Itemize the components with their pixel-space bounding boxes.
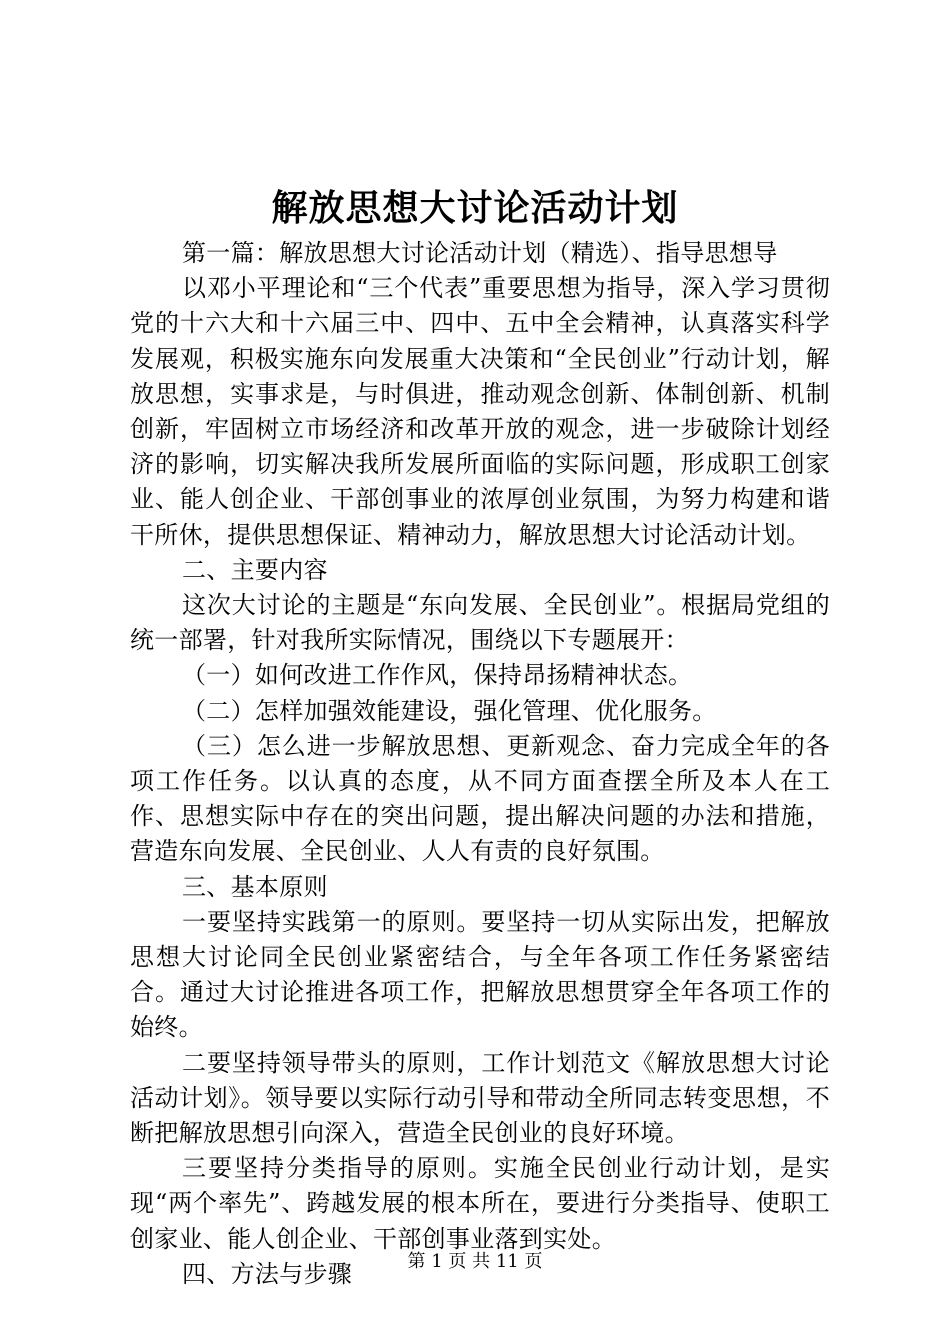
list-item: （二）怎样加强效能建设，强化管理、优化服务。 [182,696,717,725]
page-footer: 第 1 页 共 11 页 [407,1251,543,1272]
section-heading: 二、主要内容 [182,555,328,584]
section-heading: 四、方法与步骤 [182,1259,353,1288]
paragraph: 二要坚持领导带头的原则，工作计划范文《解放思想大讨论活动计划》。领导要以实际行动引导和带动全所同志转变思想，不断把解放思想引向深入，营造全民创业的良好环境。 [130,1048,830,1148]
paragraph: 以邓小平理论和“三个代表”重要思想为指导，深入学习贯彻党的十六大和十六届三中、四中、五中全会精神，认真落实科学发展观，积极实施东向发展重大决策和“全民创业”行动计划，解放思想，实事求是，与时俱进，推动观念创新、体制创新、机制创新，牢固树立市场经济和改革开放的观念，进一步破除计划经济的影响，切实解决我所发展所面临的实际问题，形成职工创家业、能人创企业、干部创事业的浓厚创业氛围，为努力构建和谐干所休，提供思想保证、精神动力，解放思想大讨论活动计划。 [130,274,830,549]
paragraph: 这次大讨论的主题是“东向发展、全民创业”。根据局党组的统一部署，针对我所实际情况，围绕以下专题展开： [130,591,830,655]
document-body [130,236,830,1292]
paragraph: 第一篇：解放思想大讨论活动计划（精选）、指导思想导 [182,239,778,267]
list-item: （一）如何改进工作作风，保持昂扬精神状态。 [182,661,693,690]
paragraph: 三要坚持分类指导的原则。实施全民创业行动计划，是实现“两个率先”、跨越发展的根本所在，要进行分类指导、使职工创家业、能人创企业、干部创事业落到实处。 [130,1154,830,1253]
paragraph: 一要坚持实践第一的原则。要坚持一切从实际出发，把解放思想大讨论同全民创业紧密结合，与全年各项工作任务紧密结合。通过大讨论推进各项工作，把解放思想贯穿全年各项工作的始终。 [130,907,830,1042]
list-item: （三）怎么进一步解放思想、更新观念、奋力完成全年的各项工作任务。以认真的态度，从不同方面查摆全所及本人在工作、思想实际中存在的突出问题，提出解决问题的办法和措施，营造东向发展、全民创业、人人有责的良好氛围。 [130,731,830,866]
document-title: 解放思想大讨论活动计划 [271,187,679,229]
section-heading: 三、基本原则 [182,872,328,901]
